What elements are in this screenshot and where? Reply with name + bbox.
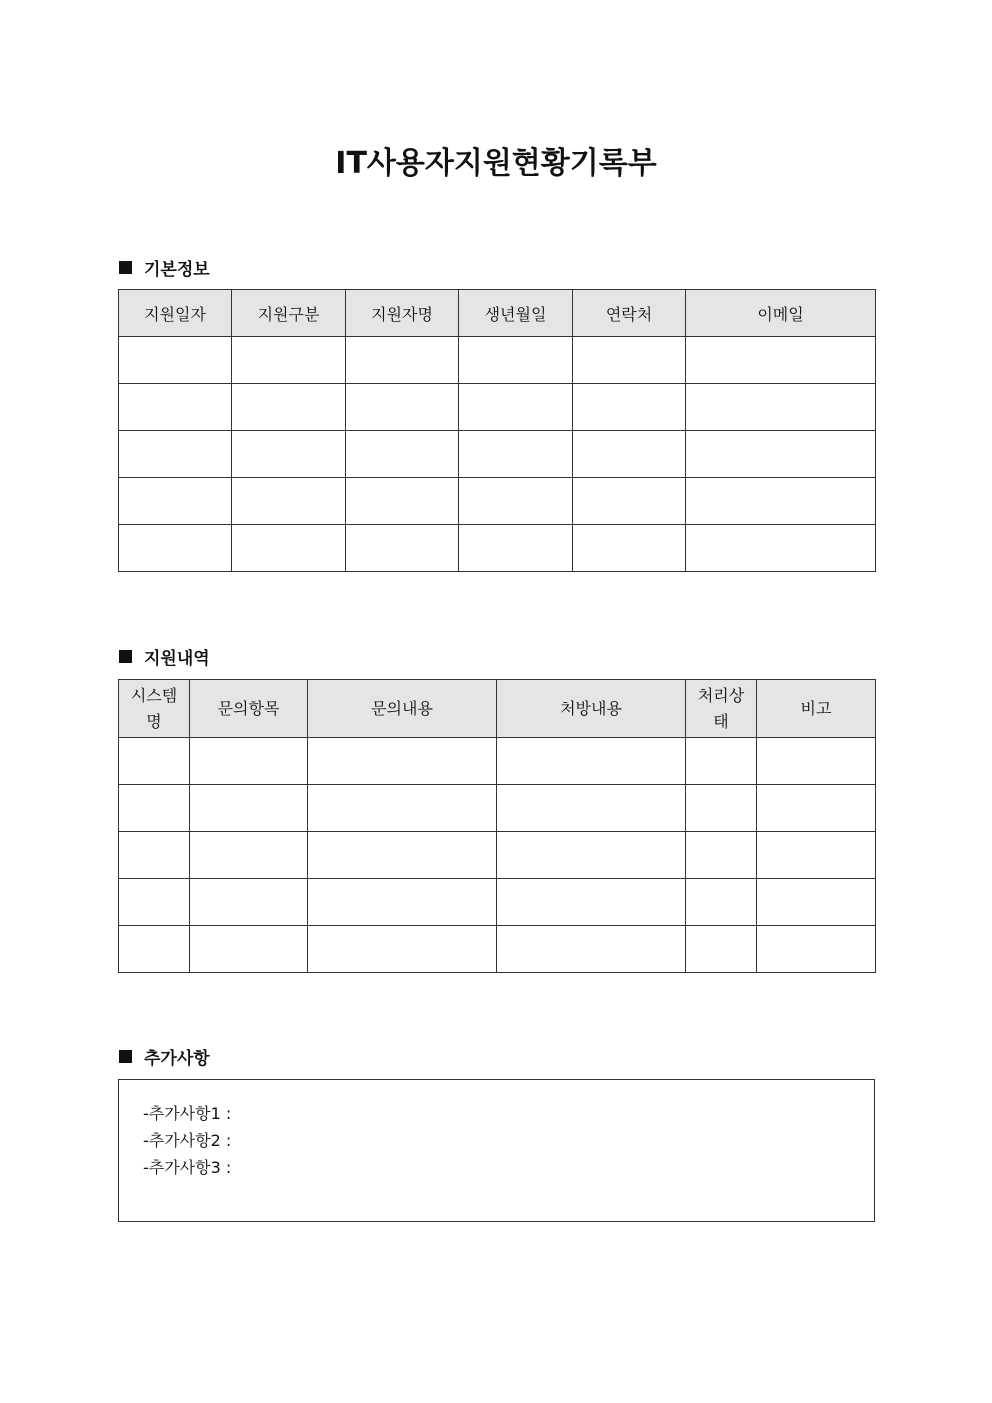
- support-details-table: [118, 679, 876, 973]
- table-cell[interactable]: [497, 926, 686, 973]
- table-cell[interactable]: [497, 879, 686, 926]
- square-bullet-icon: [119, 261, 132, 274]
- table-row: [119, 384, 876, 431]
- table-cell[interactable]: [686, 879, 757, 926]
- table-cell[interactable]: [119, 926, 190, 973]
- table-cell[interactable]: [686, 337, 876, 384]
- additional-notes-list: [143, 1100, 231, 1181]
- column-header-contact: 연락처: [573, 290, 686, 337]
- table-cell[interactable]: [119, 738, 190, 785]
- table-cell[interactable]: [232, 337, 346, 384]
- table-row: [119, 478, 876, 525]
- column-header-support-type: 지원구분: [232, 290, 346, 337]
- table-cell[interactable]: [308, 738, 497, 785]
- table-cell[interactable]: [459, 384, 573, 431]
- basic-info-table: [118, 289, 876, 572]
- table-cell[interactable]: [686, 785, 757, 832]
- table-cell[interactable]: [346, 431, 459, 478]
- section-heading-label: 추가사항: [144, 1049, 210, 1069]
- table-cell[interactable]: [346, 478, 459, 525]
- table-cell[interactable]: [308, 832, 497, 879]
- header-line: 시스템 명: [130, 685, 178, 731]
- table-row: [119, 879, 876, 926]
- square-bullet-icon: [119, 1050, 132, 1063]
- table-cell[interactable]: [119, 879, 190, 926]
- table-cell[interactable]: [119, 384, 232, 431]
- column-header-birth-date: 생년월일: [459, 290, 573, 337]
- table-cell[interactable]: [686, 926, 757, 973]
- table-cell[interactable]: [119, 525, 232, 572]
- table-cell[interactable]: [459, 478, 573, 525]
- table-cell[interactable]: [346, 337, 459, 384]
- column-header-remarks: 비고: [757, 680, 876, 738]
- table-cell[interactable]: [119, 832, 190, 879]
- section-heading-additional: [119, 1044, 210, 1069]
- table-cell[interactable]: [190, 926, 308, 973]
- table-cell[interactable]: [757, 785, 876, 832]
- section-heading-label: 기본정보: [144, 260, 210, 280]
- table-cell[interactable]: [686, 384, 876, 431]
- table-cell[interactable]: [573, 478, 686, 525]
- table-cell[interactable]: [459, 431, 573, 478]
- additional-notes-box[interactable]: [118, 1079, 875, 1222]
- section-heading-support-details: [119, 644, 210, 669]
- column-header-applicant-name: 지원자명: [346, 290, 459, 337]
- square-bullet-icon: [119, 650, 132, 663]
- table-cell[interactable]: [308, 879, 497, 926]
- table-cell[interactable]: [686, 431, 876, 478]
- table-cell[interactable]: [190, 879, 308, 926]
- table-row: [119, 785, 876, 832]
- section-heading-basic-info: [119, 255, 210, 280]
- table-cell[interactable]: [497, 785, 686, 832]
- table-cell[interactable]: [459, 337, 573, 384]
- table-cell[interactable]: [232, 384, 346, 431]
- column-header-processing-status: [686, 680, 757, 738]
- table-cell[interactable]: [573, 525, 686, 572]
- table-cell[interactable]: [190, 832, 308, 879]
- table-cell[interactable]: [119, 785, 190, 832]
- table-cell[interactable]: [232, 525, 346, 572]
- table-cell[interactable]: [119, 337, 232, 384]
- table-row: [119, 525, 876, 572]
- table-header-row: [119, 290, 876, 337]
- additional-note-item: -추가사항2 :: [143, 1131, 232, 1150]
- table-cell[interactable]: [573, 384, 686, 431]
- table-cell[interactable]: [757, 926, 876, 973]
- table-cell[interactable]: [119, 478, 232, 525]
- table-cell[interactable]: [686, 832, 757, 879]
- table-cell[interactable]: [232, 431, 346, 478]
- table-row: [119, 738, 876, 785]
- header-line: 처리상 태: [697, 685, 745, 731]
- table-cell[interactable]: [573, 337, 686, 384]
- table-cell[interactable]: [686, 525, 876, 572]
- table-row: [119, 832, 876, 879]
- section-heading-label: 지원내역: [144, 649, 210, 669]
- column-header-resolution: 처방내용: [497, 680, 686, 738]
- table-cell[interactable]: [686, 478, 876, 525]
- page-title: IT사용자지원현황기록부: [335, 146, 657, 181]
- table-cell[interactable]: [573, 431, 686, 478]
- column-header-inquiry-content: 문의내용: [308, 680, 497, 738]
- table-cell[interactable]: [757, 879, 876, 926]
- table-cell[interactable]: [346, 525, 459, 572]
- table-cell[interactable]: [119, 431, 232, 478]
- table-cell[interactable]: [497, 738, 686, 785]
- table-cell[interactable]: [497, 832, 686, 879]
- table-cell[interactable]: [757, 738, 876, 785]
- column-header-system-name: [119, 680, 190, 738]
- table-row: [119, 926, 876, 973]
- additional-note-item: -추가사항3 :: [143, 1158, 232, 1177]
- table-cell[interactable]: [346, 384, 459, 431]
- table-row: [119, 337, 876, 384]
- additional-note-item: -추가사항1 :: [143, 1104, 232, 1123]
- table-cell[interactable]: [190, 785, 308, 832]
- table-header-row: [119, 680, 876, 738]
- table-cell[interactable]: [686, 738, 757, 785]
- table-row: [119, 431, 876, 478]
- column-header-inquiry-item: 문의항목: [190, 680, 308, 738]
- table-cell[interactable]: [757, 832, 876, 879]
- table-cell[interactable]: [190, 738, 308, 785]
- table-cell[interactable]: [308, 785, 497, 832]
- table-cell[interactable]: [232, 478, 346, 525]
- column-header-email: 이메일: [686, 290, 876, 337]
- column-header-support-date: 지원일자: [119, 290, 232, 337]
- table-cell[interactable]: [459, 525, 573, 572]
- table-cell[interactable]: [308, 926, 497, 973]
